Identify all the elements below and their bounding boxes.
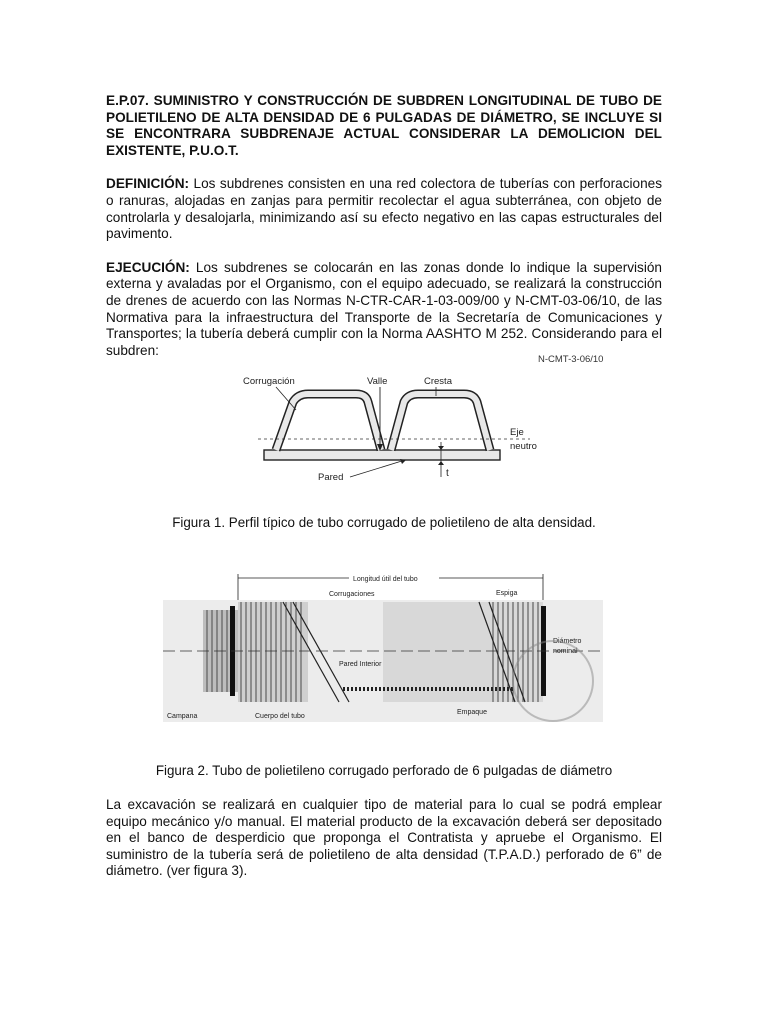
section-title: E.P.07. SUMINISTRO Y CONSTRUCCIÓN DE SUBDREN LONGITUDINAL DE TUBO DE POLIETILENO DE ALTA DENSIDAD DE 6 PULGADAS DE DIÁMETRO, SE INCLUYE SI SE ENCONTRARA SUBDRENAJE ACTUAL CONSIDERAR LA DEMOLICION DEL EXISTENTE, P.U.O.T. xyxy=(106,93,662,158)
pared-arrow xyxy=(350,460,405,477)
label-pared-interior: Pared Interior xyxy=(339,661,382,668)
label-pared: Pared xyxy=(318,472,344,483)
definition-text: Los subdrenes consisten en una red colectora de tuberías con perforaciones o ranuras, alojadas en zanjas para permitir recolectar el agua subterránea, con objeto de controlarla y desalojarla, minimizando así su efecto negativo en las capas estructurales del pavimento. xyxy=(106,176,662,242)
figure-1-caption: Figura 1. Perfil típico de tubo corrugado de polietileno de alta densidad. xyxy=(172,515,596,530)
execution-text: Los subdrenes se colocarán en las zonas donde lo indique la supervisión externa y avaladas por el Organismo, con el equipo adecuado, se realizará la construcción de drenes de acuerdo con las Normas N-CTR-CAR-1-03-009/00 y N-CMT-03-06/10, de las Normativa para la infraestructura del Transporte de la Secretaría de Comunicaciones y Transportes; la tubería deberá cumplir con la Norma AASHTO M 252. Considerando para el subdren: xyxy=(106,259,662,358)
figure-2-caption: Figura 2. Tubo de polietileno corrugado perforado de 6 pulgadas de diámetro xyxy=(155,763,613,778)
label-nominal: nominal xyxy=(553,648,578,655)
excavation-section xyxy=(106,797,662,880)
label-campana: Campana xyxy=(167,713,198,720)
label-longitud: Longitud útil del tubo xyxy=(353,576,418,583)
label-neutro: neutro xyxy=(510,441,537,452)
figure-2-pipe xyxy=(163,566,603,726)
label-cuerpo: Cuerpo del tubo xyxy=(255,713,305,720)
label-diametro: Diámetro xyxy=(553,638,582,645)
excavation-paragraph: La excavación se realizará en cualquier tipo de material para lo cual se podrá emplear equipo mecánico y/o manual. El material producto de la excavación deberá ser depositado en el banco de desperdicio que proponga el Contratista y apruebe el Organismo. El suministro de la tubería será de polietileno de alta densidad (T.P.A.D.) perforado de 6” de diámetro. (ver figura 3). xyxy=(106,797,662,879)
label-empaque: Empaque xyxy=(457,709,487,716)
pipe-wall-base xyxy=(264,450,500,460)
label-valle: Valle xyxy=(367,376,388,387)
figure-1-corrugation-profile xyxy=(0,350,768,500)
label-espiga: Espiga xyxy=(496,590,518,597)
label-corrugaciones: Corrugaciones xyxy=(329,591,375,598)
definition-paragraph xyxy=(106,176,662,242)
document-body xyxy=(106,93,662,359)
definition-label: DEFINICIÓN: xyxy=(106,176,190,192)
label-corrugacion: Corrugación xyxy=(243,376,295,387)
execution-label: EJECUCIÓN: xyxy=(106,259,190,275)
label-cresta: Cresta xyxy=(424,376,452,387)
figure-1-norm: N-CMT-3-06/10 xyxy=(538,354,604,365)
label-eje: Eje xyxy=(510,427,524,438)
execution-paragraph xyxy=(106,260,662,360)
label-t: t xyxy=(446,468,449,479)
